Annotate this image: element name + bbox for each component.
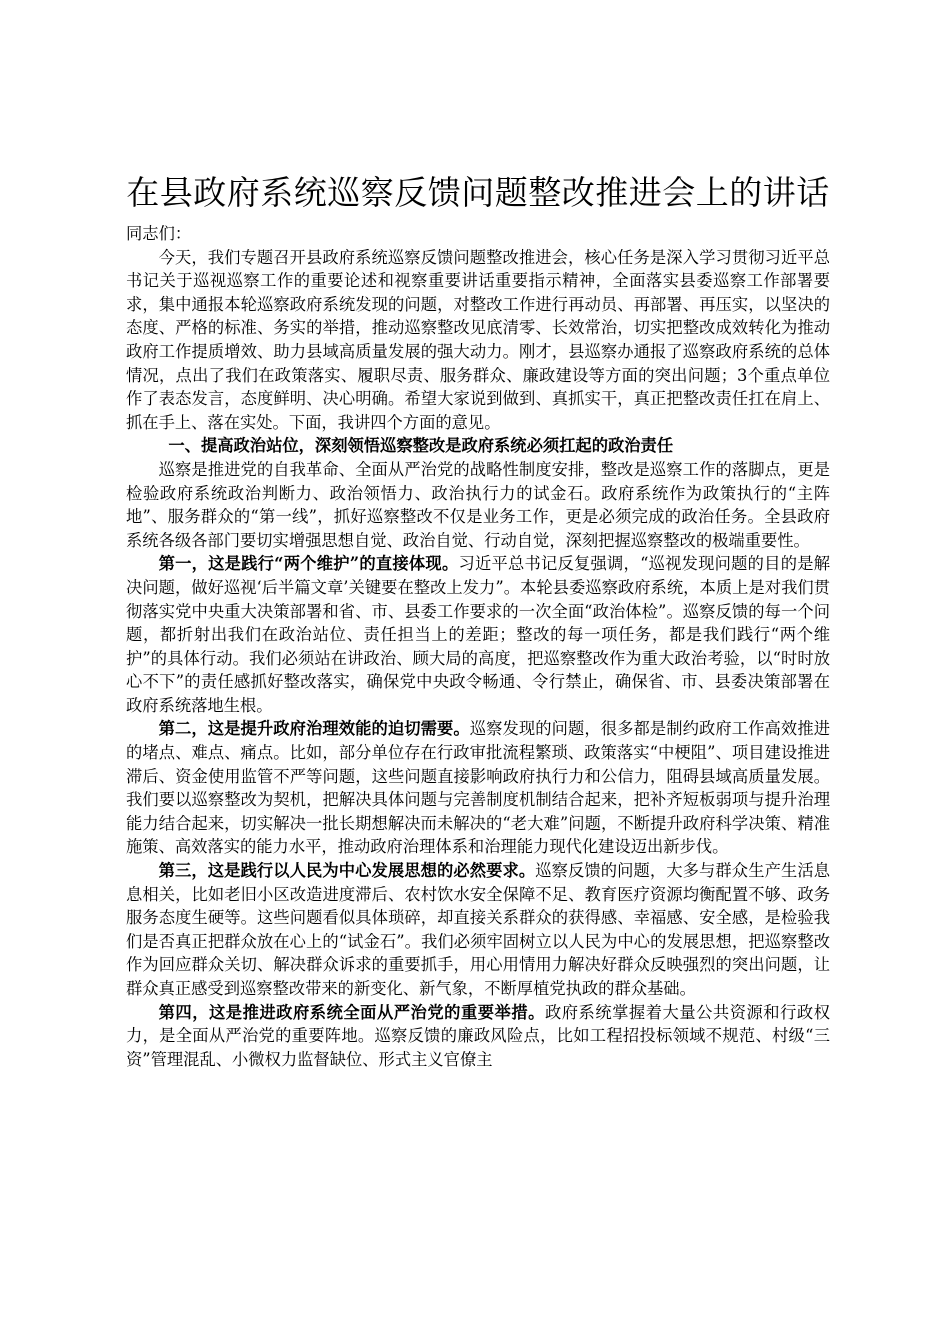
point-4-paragraph [126,1001,830,1072]
document-title: 在县政府系统巡察反馈问题整改推进会上的讲话 [126,173,830,212]
intro-paragraph: 今天，我们专题召开县政府系统巡察反馈问题整改推进会，核心任务是深入学习贯彻习近平总书记关于巡视巡察工作的重要论述和视察重要讲话重要指示精神，全面落实县委巡察工作部署要求，集中通报本轮巡察政府系统发现的问题，对整改工作进行再动员、再部署、再压实，以坚决的态度、严格的标准、务实的举措，推动巡察整改见底清零、长效常治，切实把整改成效转化为推动政府工作提质增效、助力县域高质量发展的强大动力。刚才，县巡察办通报了巡察政府系统的总体情况，点出了我们在政策落实、履职尽责、服务群众、廉政建设等方面的突出问题；3个重点单位作了表态发言，态度鲜明、决心明确。希望大家说到做到、真抓实干，真正把整改责任扛在肩上、抓在手上、落在实处。下面，我讲四个方面的意见。 [126,247,830,432]
point-2-paragraph [126,717,830,859]
point-2-lead: 第二，这是提升政府治理效能的迫切需要。 [158,719,470,739]
point-1-paragraph [126,552,830,717]
point-4-lead: 第四，这是推进政府系统全面从严治党的重要举措。 [158,1002,545,1022]
section-1-paragraph: 巡察是推进党的自我革命、全面从严治党的战略性制度安排，整改是巡察工作的落脚点，更是检验政府系统政治判断力、政治领悟力、政治执行力的试金石。政府系统作为政策执行的“主阵地”、服务群众的“第一线”，抓好巡察整改不仅是业务工作，更是必须完成的政治任务。全县政府系统各级各部门要切实增强思想自觉、政治自觉、行动自觉，深刻把握巡察整改的极端重要性。 [126,459,830,550]
salutation: 同志们： [126,224,192,243]
point-3-paragraph [126,859,830,1001]
point-3-body: 巡察反馈的问题，大多与群众生产生活息息相关，比如老旧小区改造进度滞后、农村饮水安全保障不足、教育医疗资源均衡配置不够、政务服务态度生硬等。这些问题看似具体琐碎，却直接关系群众的获得感、幸福感、安全感，是检验我们是否真正把群众放在心上的“试金石”。我们必须牢固树立以人民为中心的发展思想，把巡察整改作为回应群众关切、解决群众诉求的重要抓手，用心用情用力解决好群众反映强烈的突出问题，让群众真正感受到巡察整改带来的新变化、新气象，不断厚植党执政的群众基础。 [126,861,830,998]
point-1-lead: 第一，这是践行“两个维护”的直接体现。 [158,554,459,574]
document-page [126,168,830,1071]
point-1-body: 习近平总书记反复强调，“巡视发现问题的目的是解决问题，做好巡视‘后半篇文章’关键要在整改上发力”。本轮县委巡察政府系统，本质上是对我们贯彻落实党中央重大决策部署和省、市、县委工作要求的一次全面“政治体检”。巡察反馈的每一个问题，都折射出我们在政治站位、责任担当上的差距；整改的每一项任务，都是我们践行“两个维护”的具体行动。我们必须站在讲政治、顾大局的高度，把巡察整改作为重大政治考验，以“时时放心不下”的责任感抓好整改落实，确保党中央政令畅通、令行禁止，确保省、市、县委决策部署在政府系统落地生根。 [126,554,830,715]
point-3-lead: 第三，这是践行以人民为中心发展思想的必然要求。 [158,861,536,881]
section-1-heading: 一、提高政治站位，深刻领悟巡察整改是政府系统必须扛起的政治责任 [168,436,674,456]
point-4-body: 政府系统掌握着大量公共资源和行政权力，是全面从严治党的重要阵地。巡察反馈的廉政风险点，比如工程招投标领域不规范、村级“三资”管理混乱、小微权力监督缺位、形式主义官僚主 [126,1002,830,1069]
point-2-body: 巡察发现的问题，很多都是制约政府工作高效推进的堵点、难点、痛点。比如，部分单位存在行政审批流程繁琐、政策落实“中梗阻”、项目建设推进滞后、资金使用监管不严等问题，这些问题直接影响政府执行力和公信力，阻碍县域高质量发展。我们要以巡察整改为契机，把解决具体问题与完善制度机制结合起来，把补齐短板弱项与提升治理能力结合起来，切实解决一批长期想解决而未解决的“老大难”问题，不断提升政府科学决策、精准施策、高效落实的能力水平，推动政府治理体系和治理能力现代化建设迈出新步伐。 [126,719,830,857]
